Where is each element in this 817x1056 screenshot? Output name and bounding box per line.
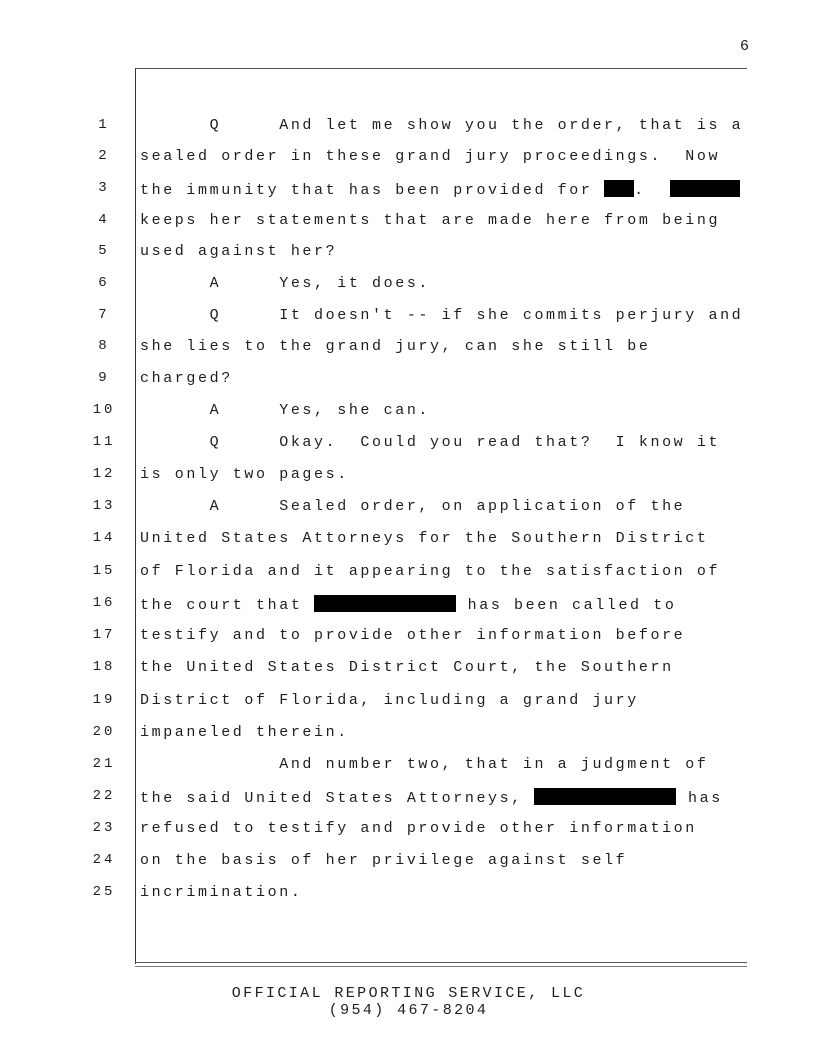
transcript-line (0, 275, 817, 305)
line-text: the United States District Court, the Southern (140, 659, 674, 676)
line-number: 8 (98, 338, 110, 354)
transcript-line (0, 370, 817, 400)
line-text: And number two, that in a judgment of (140, 756, 709, 773)
line-text-end: has been called to (456, 597, 677, 614)
transcript-line (0, 788, 817, 818)
line-number: 20 (92, 724, 116, 740)
line-text: A Yes, she can. (140, 402, 431, 419)
transcript-line (0, 243, 817, 273)
line-number: 11 (92, 434, 116, 450)
line-text (140, 595, 745, 614)
redaction-box (604, 180, 634, 197)
line-number: 6 (98, 275, 110, 291)
line-text (140, 180, 745, 199)
line-number: 13 (92, 498, 116, 514)
line-text: on the basis of her privilege against self (140, 852, 628, 869)
line-number: 4 (98, 212, 110, 228)
line-text: Q It doesn't -- if she commits perjury and (140, 307, 744, 324)
transcript-line (0, 692, 817, 722)
transcript-line (0, 212, 817, 242)
transcript-line (0, 756, 817, 786)
line-text: United States Attorneys for the Southern District (140, 530, 709, 547)
line-text: used against her? (140, 243, 338, 260)
transcript-line (0, 595, 817, 625)
frame-top-rule (135, 68, 747, 69)
line-text (140, 788, 745, 807)
transcript-line (0, 724, 817, 754)
line-number: 9 (98, 370, 110, 386)
transcript-line (0, 659, 817, 689)
line-text: is only two pages. (140, 466, 349, 483)
line-text-start: the immunity that has been provided for (140, 182, 605, 199)
line-text: District of Florida, including a grand jury (140, 692, 639, 709)
transcript-line (0, 852, 817, 882)
line-text: testify and to provide other information before (140, 627, 686, 644)
line-number: 16 (92, 595, 116, 611)
redaction-box (534, 788, 676, 805)
line-text: of Florida and it appearing to the satisfaction of (140, 563, 721, 580)
transcript-line (0, 434, 817, 464)
line-text: impaneled therein. (140, 724, 349, 741)
line-number: 22 (92, 788, 116, 804)
reporter-company: OFFICIAL REPORTING SERVICE, LLC (231, 985, 586, 1002)
transcript-line (0, 563, 817, 593)
page-number: 6 (740, 38, 750, 55)
line-text-mid: . (634, 182, 646, 199)
line-number: 21 (92, 756, 116, 772)
line-text-start: the said United States Attorneys, (140, 790, 535, 807)
transcript-line (0, 307, 817, 337)
line-text-start: the court that (140, 597, 315, 614)
reporter-footer (0, 985, 817, 1019)
line-text: incrimination. (140, 884, 303, 901)
frame-bottom-rule (135, 962, 747, 963)
line-number: 7 (98, 307, 110, 323)
line-number: 24 (92, 852, 116, 868)
line-text: Q And let me show you the order, that is a (140, 117, 744, 134)
line-number: 2 (98, 148, 110, 164)
transcript-line (0, 530, 817, 560)
line-number: 1 (98, 117, 110, 133)
line-number: 12 (92, 466, 116, 482)
line-number: 17 (92, 627, 116, 643)
line-number: 3 (98, 180, 110, 196)
line-number: 10 (92, 402, 116, 418)
line-number: 5 (98, 243, 110, 259)
line-text: Q Okay. Could you read that? I know it (140, 434, 721, 451)
line-number: 19 (92, 692, 116, 708)
line-text: charged? (140, 370, 233, 387)
line-text: refused to testify and provide other information (140, 820, 697, 837)
line-text: she lies to the grand jury, can she still be (140, 338, 651, 355)
line-number: 23 (92, 820, 116, 836)
transcript-line (0, 498, 817, 528)
transcript-line (0, 402, 817, 432)
line-number: 25 (92, 884, 116, 900)
frame-bottom-rule-inner (135, 966, 747, 967)
line-number: 14 (92, 530, 116, 546)
line-text: sealed order in these grand jury proceedings. Now (140, 148, 721, 165)
line-number: 18 (92, 659, 116, 675)
transcript-line (0, 627, 817, 657)
line-number: 15 (92, 563, 116, 579)
transcript-line (0, 117, 817, 147)
redaction-box (670, 180, 740, 197)
transcript-line (0, 180, 817, 210)
redaction-box (314, 595, 456, 612)
transcript-line (0, 884, 817, 914)
line-text: keeps her statements that are made here from being (140, 212, 721, 229)
reporter-phone: (954) 467-8204 (328, 1002, 489, 1019)
line-text: A Sealed order, on application of the (140, 498, 686, 515)
line-text-end: has (676, 790, 723, 807)
line-text: A Yes, it does. (140, 275, 431, 292)
transcript-line (0, 820, 817, 850)
transcript-line (0, 466, 817, 496)
transcript-line (0, 148, 817, 178)
transcript-line (0, 338, 817, 368)
